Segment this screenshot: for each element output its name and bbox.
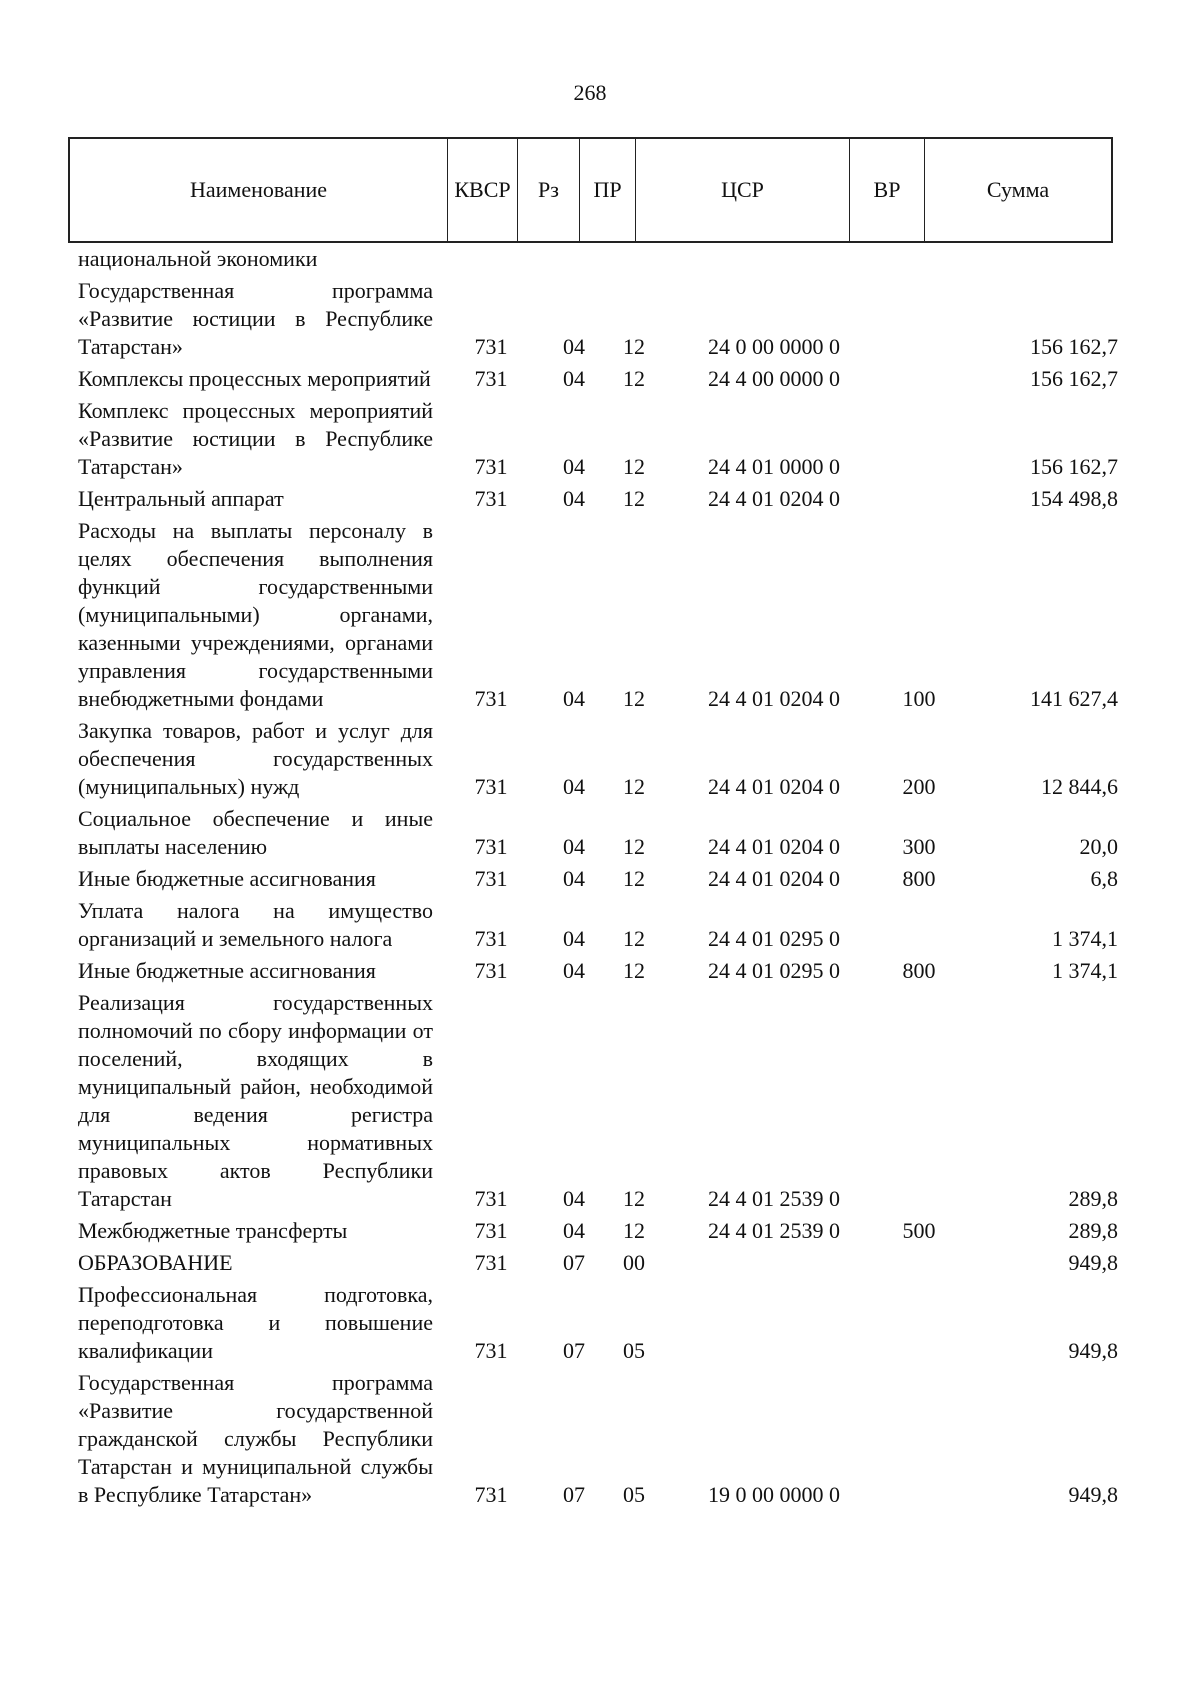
row-pr: 05 bbox=[623, 1338, 645, 1363]
table-row bbox=[78, 1281, 1118, 1365]
row-sum: 20,0 bbox=[1079, 834, 1118, 859]
row-rz: 04 bbox=[563, 366, 585, 391]
row-name: ОБРАЗОВАНИЕ bbox=[78, 1250, 233, 1275]
row-sum: 1 374,1 bbox=[1052, 926, 1118, 951]
row-kvsr: 731 bbox=[474, 866, 508, 891]
row-pr: 12 bbox=[623, 958, 645, 983]
row-sum: 156 162,7 bbox=[1030, 366, 1118, 391]
row-pr: 12 bbox=[623, 1218, 645, 1243]
table-row bbox=[78, 717, 1118, 801]
table-row bbox=[78, 1217, 1118, 1245]
table-row bbox=[78, 957, 1118, 985]
row-sum: 154 498,8 bbox=[1030, 486, 1118, 511]
row-name: Социальное обеспечение и иные выплаты населению bbox=[78, 806, 433, 859]
row-vr: 800 bbox=[902, 866, 936, 891]
row-pr: 12 bbox=[623, 686, 645, 711]
row-kvsr: 731 bbox=[474, 334, 508, 359]
row-pr: 12 bbox=[623, 454, 645, 479]
header-pr: ПР bbox=[580, 139, 636, 241]
row-name: Государственная программа «Развитие юстиции в Республике Татарстан» bbox=[78, 278, 433, 359]
row-rz: 07 bbox=[563, 1482, 585, 1507]
row-pr: 12 bbox=[623, 866, 645, 891]
row-name: Уплата налога на имущество организаций и земельного налога bbox=[78, 898, 433, 951]
row-kvsr: 731 bbox=[474, 486, 508, 511]
row-pr: 12 bbox=[623, 926, 645, 951]
row-name: Закупка товаров, работ и услуг для обеспечения государственных (муниципальных) нужд bbox=[78, 718, 433, 799]
row-rz: 07 bbox=[563, 1338, 585, 1363]
row-csr: 24 4 00 0000 0 bbox=[708, 366, 840, 391]
header-sum: Сумма bbox=[986, 177, 1050, 202]
row-kvsr: 731 bbox=[474, 1186, 508, 1211]
row-rz: 04 bbox=[563, 454, 585, 479]
row-vr: 800 bbox=[902, 958, 936, 983]
row-kvsr: 731 bbox=[474, 1482, 508, 1507]
table-row bbox=[78, 1369, 1118, 1509]
row-pr: 00 bbox=[623, 1250, 645, 1275]
row-kvsr: 731 bbox=[474, 366, 508, 391]
row-name: Иные бюджетные ассигнования bbox=[78, 866, 376, 891]
table-row bbox=[78, 485, 1118, 513]
row-csr: 24 4 01 0204 0 bbox=[708, 866, 840, 891]
row-csr: 24 4 01 0204 0 bbox=[708, 686, 840, 711]
row-sum: 12 844,6 bbox=[1041, 774, 1118, 799]
row-csr: 24 4 01 2539 0 bbox=[708, 1186, 840, 1211]
row-sum: 949,8 bbox=[1068, 1338, 1118, 1363]
row-kvsr: 731 bbox=[474, 1338, 508, 1363]
row-csr: 24 0 00 0000 0 bbox=[708, 334, 840, 359]
row-csr: 24 4 01 2539 0 bbox=[708, 1218, 840, 1243]
row-kvsr: 731 bbox=[474, 834, 508, 859]
row-name: Профессиональная подготовка, переподготовка и повышение квалификации bbox=[78, 1282, 433, 1363]
row-kvsr: 731 bbox=[474, 1218, 508, 1243]
row-rz: 04 bbox=[563, 486, 585, 511]
row-sum: 289,8 bbox=[1068, 1218, 1118, 1243]
row-sum: 156 162,7 bbox=[1030, 454, 1118, 479]
header-csr: ЦСР bbox=[636, 139, 850, 241]
table-row bbox=[78, 365, 1118, 393]
table-header bbox=[68, 137, 1113, 243]
row-kvsr: 731 bbox=[474, 926, 508, 951]
table-row bbox=[78, 517, 1118, 713]
row-name: Межбюджетные трансферты bbox=[78, 1218, 348, 1243]
row-rz: 04 bbox=[563, 1218, 585, 1243]
header-kvsr: КВСР bbox=[448, 139, 518, 241]
row-rz: 04 bbox=[563, 834, 585, 859]
row-vr: 200 bbox=[902, 774, 936, 799]
row-vr: 500 bbox=[902, 1218, 936, 1243]
row-kvsr: 731 bbox=[474, 958, 508, 983]
row-sum: 1 374,1 bbox=[1052, 958, 1118, 983]
row-sum: 289,8 bbox=[1068, 1186, 1118, 1211]
table-row bbox=[78, 989, 1118, 1213]
row-csr: 24 4 01 0295 0 bbox=[708, 958, 840, 983]
row-csr: 24 4 01 0204 0 bbox=[708, 486, 840, 511]
row-kvsr: 731 bbox=[474, 454, 508, 479]
header-name: Наименование bbox=[70, 139, 448, 241]
row-rz: 04 bbox=[563, 926, 585, 951]
row-pr: 12 bbox=[623, 774, 645, 799]
table-body bbox=[78, 245, 1118, 1513]
row-rz: 04 bbox=[563, 866, 585, 891]
row-kvsr: 731 bbox=[474, 1250, 508, 1275]
row-rz: 04 bbox=[563, 774, 585, 799]
row-csr: 24 4 01 0295 0 bbox=[708, 926, 840, 951]
row-sum: 141 627,4 bbox=[1030, 686, 1118, 711]
row-kvsr: 731 bbox=[474, 774, 508, 799]
row-pr: 12 bbox=[623, 486, 645, 511]
header-rz: Рз bbox=[518, 139, 580, 241]
row-vr: 300 bbox=[902, 834, 936, 859]
row-rz: 04 bbox=[563, 1186, 585, 1211]
row-pr: 12 bbox=[623, 334, 645, 359]
row-rz: 07 bbox=[563, 1250, 585, 1275]
row-csr: 24 4 01 0000 0 bbox=[708, 454, 840, 479]
row-rz: 04 bbox=[563, 686, 585, 711]
table-row bbox=[78, 865, 1118, 893]
row-name: Государственная программа «Развитие государственной гражданской службы Республики Татарстан и муниципальной службы в Республике Татарстан» bbox=[78, 1370, 433, 1507]
row-sum: 6,8 bbox=[1090, 866, 1118, 891]
row-sum: 156 162,7 bbox=[1030, 334, 1118, 359]
row-csr: 19 0 00 0000 0 bbox=[708, 1482, 840, 1507]
row-name: Комплексы процессных мероприятий bbox=[78, 366, 431, 391]
header-vr: ВР bbox=[850, 139, 925, 241]
row-rz: 04 bbox=[563, 334, 585, 359]
row-kvsr: 731 bbox=[474, 686, 508, 711]
table-row bbox=[78, 245, 1118, 273]
row-rz: 04 bbox=[563, 958, 585, 983]
row-name: Реализация государственных полномочий по сбору информации от поселений, входящих в муниципальный район, необходимой для ведения регистра муниципальных нормативных правовых актов Республики Татарстан bbox=[78, 990, 433, 1211]
page-number: 268 bbox=[573, 80, 607, 105]
row-name: Расходы на выплаты персоналу в целях обеспечения выполнения функций государственными (муниципальными) органами, казенными учреждениями, органами управления государственными внебюджетными фондами bbox=[78, 518, 433, 711]
row-pr: 12 bbox=[623, 366, 645, 391]
row-pr: 12 bbox=[623, 834, 645, 859]
row-sum: 949,8 bbox=[1068, 1250, 1118, 1275]
row-pr: 12 bbox=[623, 1186, 645, 1211]
row-name: Иные бюджетные ассигнования bbox=[78, 958, 376, 983]
row-sum: 949,8 bbox=[1068, 1482, 1118, 1507]
row-csr: 24 4 01 0204 0 bbox=[708, 834, 840, 859]
table-row bbox=[78, 805, 1118, 861]
table-row bbox=[78, 277, 1118, 361]
row-csr: 24 4 01 0204 0 bbox=[708, 774, 840, 799]
table-row bbox=[78, 897, 1118, 953]
row-name: Центральный аппарат bbox=[78, 486, 284, 511]
row-name: Комплекс процессных мероприятий «Развитие юстиции в Республике Татарстан» bbox=[78, 398, 433, 479]
row-pr: 05 bbox=[623, 1482, 645, 1507]
row-name: национальной экономики bbox=[78, 246, 318, 271]
table-row bbox=[78, 397, 1118, 481]
row-vr: 100 bbox=[902, 686, 936, 711]
table-row bbox=[78, 1249, 1118, 1277]
